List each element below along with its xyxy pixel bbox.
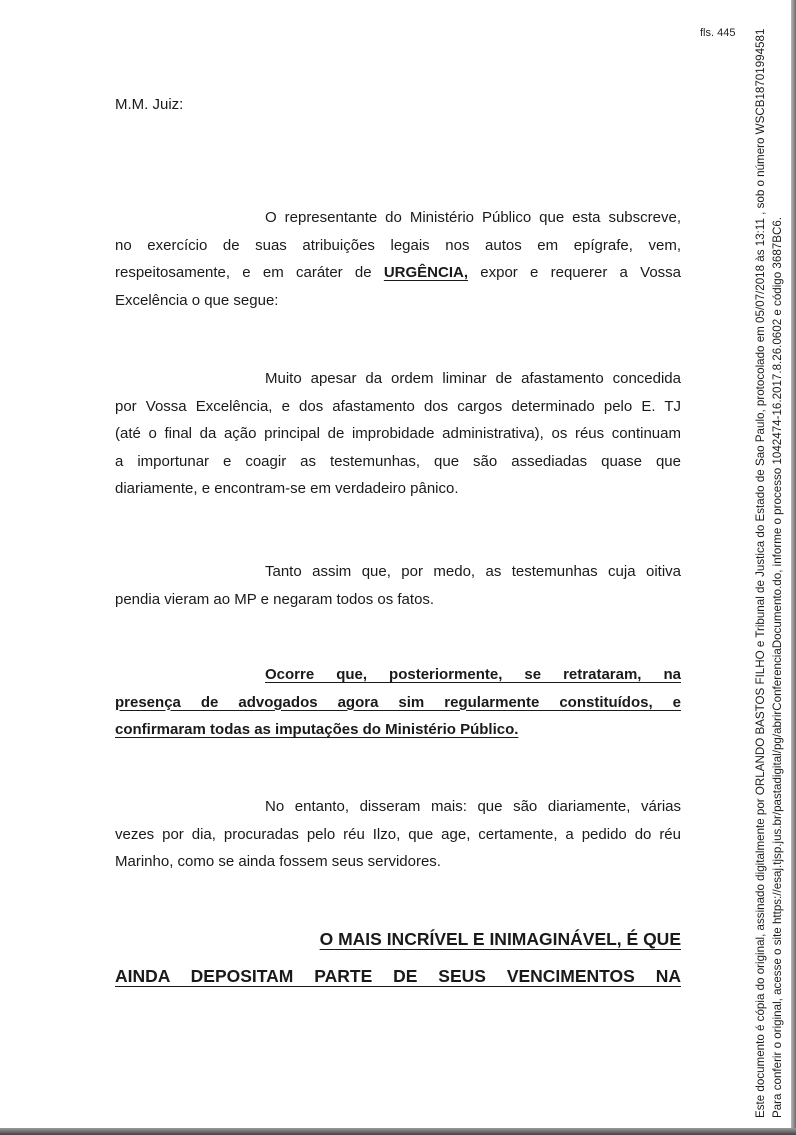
emphasis-heading (115, 921, 681, 995)
paragraph-line: confirmaram todas as imputações do Ministério Público. (115, 721, 519, 738)
urgencia-emphasis: URGÊNCIA, (383, 264, 469, 281)
paragraph-line: Excelência o que segue: (115, 291, 279, 309)
text-segment: expor e requerer a Vossa (468, 264, 682, 281)
paragraph-line: (até o final da ação principal de improbidade administrativa), os réus continuam (115, 425, 681, 442)
paragraph-line: No entanto, disseram mais: que são diariamente, várias (265, 798, 681, 815)
text-segment: respeitosamente, e em caráter de (115, 264, 384, 281)
heading-line: O MAIS INCRÍVEL E INIMAGINÁVEL, É QUE (319, 929, 681, 949)
stamp-line: Este documento é cópia do original, assinado digitalmente por ORLANDO BASTOS FILHO e Tribunal de Justica do Estado de Sao Paulo, protocolado em 05/07/2018 às 13:11 , sob o número WSCB18701994581 (754, 28, 767, 1118)
paragraph-intro (115, 204, 681, 314)
paragraph-medo (115, 558, 681, 613)
digital-signature-stamp (752, 3, 786, 1118)
page-shadow-bottom (0, 1128, 796, 1135)
salutation: M.M. Juiz: (115, 96, 184, 113)
paragraph-line: vezes por dia, procuradas pelo réu Ilzo, que age, certamente, a pedido do réu (115, 825, 681, 843)
page-shadow-right (791, 0, 796, 1135)
paragraph-line: diariamente, e encontram-se em verdadeiro pânico. (115, 480, 459, 497)
paragraph-line: a importunar e coagir as testemunhas, que são assediadas quase que (115, 452, 681, 470)
paragraph-line: Muito apesar da ordem liminar de afastamento concedida (265, 370, 681, 387)
paragraph-line: pendia vieram ao MP e negaram todos os fatos. (115, 590, 435, 608)
stamp-line: Para conferir o original, acesse o site https://esaj.tjsp.jus.br/pastadigital/pg/abrirConferenciaDocumento.do, informe o processo 1042474-16.2017.8.26.0602 e código 3687BC6. (771, 217, 784, 1118)
paragraph-line: por Vossa Excelência, e dos afastamento dos cargos determinado pelo E. TJ (115, 397, 681, 415)
paragraph-disseram (115, 793, 681, 876)
paragraph-line: Tanto assim que, por medo, as testemunhas cuja oitiva (265, 563, 681, 580)
paragraph-line: O representante do Ministério Público que esta subscreve, (265, 209, 681, 226)
paragraph-line: Marinho, como se ainda fossem seus servidores. (115, 853, 441, 870)
paragraph-line: presença de advogados agora sim regularmente constituídos, e (115, 693, 681, 711)
page-number: fls. 445 (700, 27, 736, 39)
heading-line: AINDA DEPOSITAM PARTE DE SEUS VENCIMENTOS NA (115, 966, 681, 986)
paragraph-line: Ocorre que, posteriormente, se retrataram, na (265, 666, 681, 683)
paragraph-line: no exercício de suas atribuições legais nos autos em epígrafe, vem, (115, 236, 681, 254)
paragraph-retrataram (115, 661, 681, 744)
paragraph-line (115, 259, 681, 287)
paragraph-liminar (115, 365, 681, 503)
